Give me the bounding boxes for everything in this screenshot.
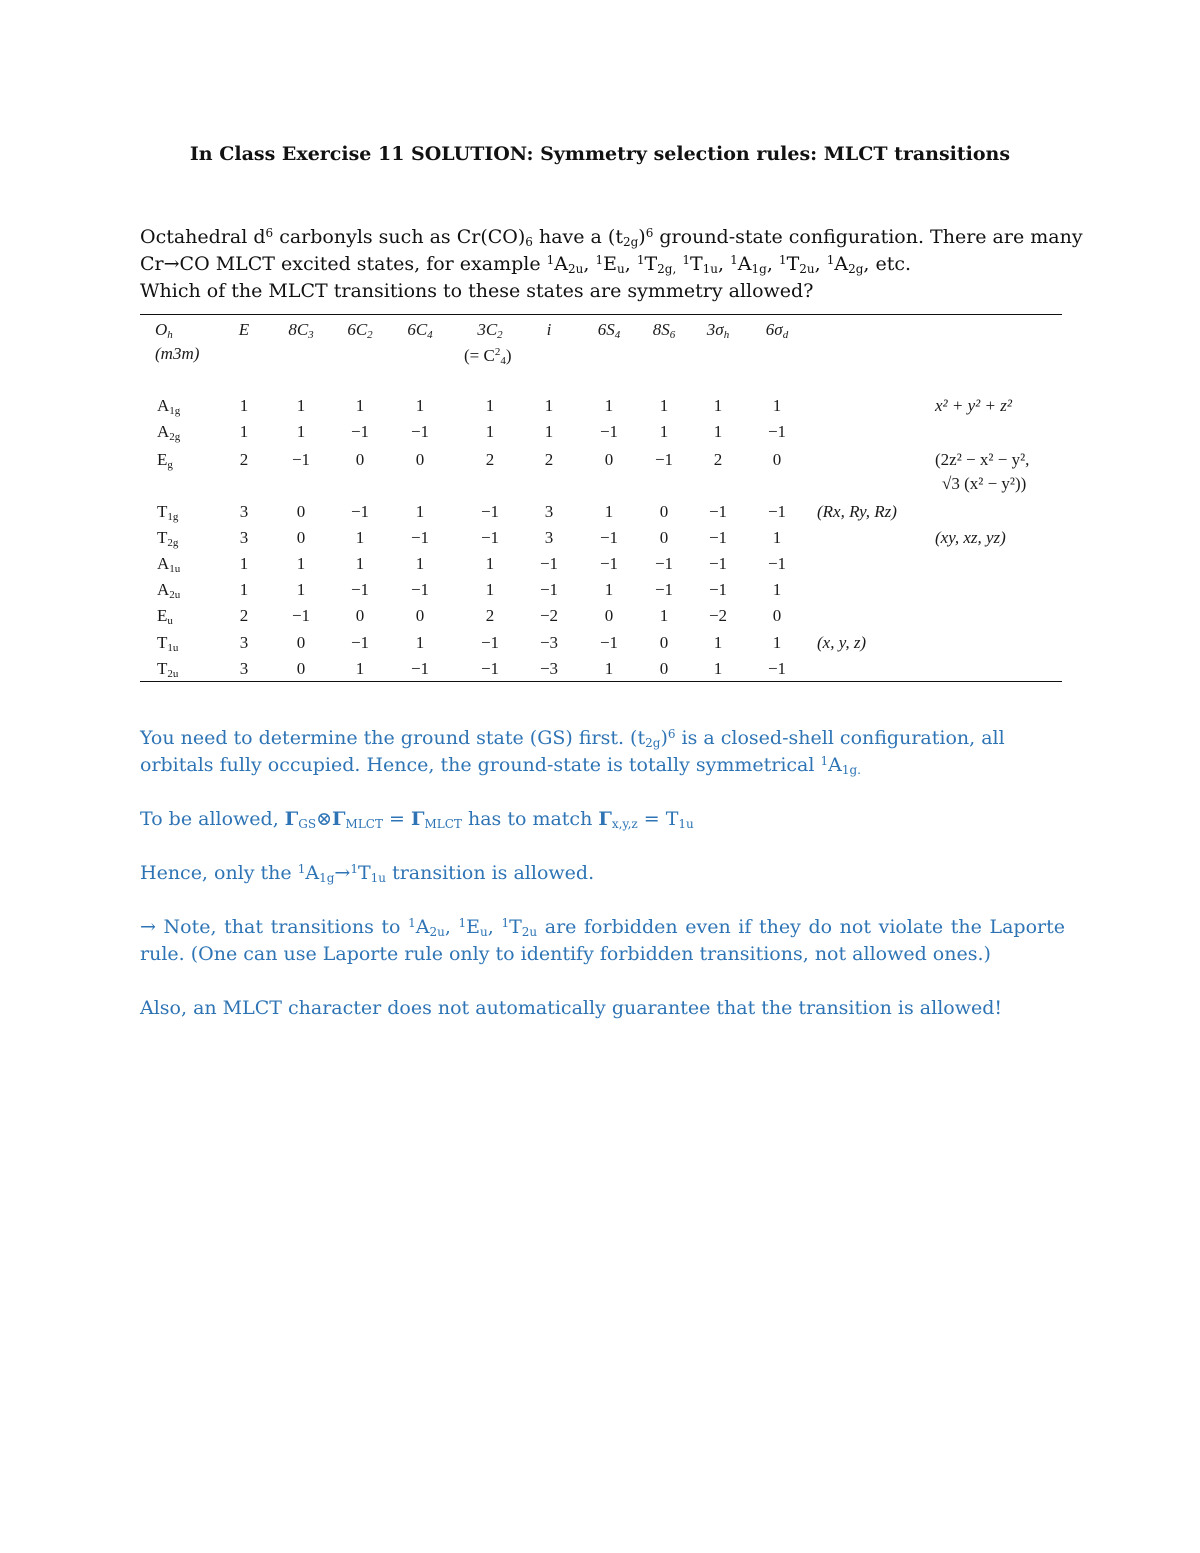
character-cell: 1 — [604, 580, 614, 599]
character-cell: 1 — [544, 422, 554, 441]
character-cell: 0 — [355, 450, 365, 469]
character-cell: 1 — [355, 396, 365, 415]
character-cell: 1 — [604, 502, 614, 521]
class-header: $8S_6$ — [652, 320, 676, 341]
excited-state-1: $^1E_u$, — [595, 253, 637, 276]
character-cell: −1 — [767, 554, 787, 573]
character-cell: 2 — [239, 450, 249, 469]
character-cell: 1 — [772, 580, 782, 599]
excited-state-6: $^1A_{2g}$, etc. — [826, 253, 912, 276]
func-t1g: (Rx, Ry, Rz) — [817, 502, 897, 521]
character-cell: 3 — [544, 502, 554, 521]
character-cell: −1 — [599, 422, 619, 441]
solution-allowed-transition: Hence, only the $^1A_{1g}\to^1T_{1u}$ transition is allowed. — [140, 862, 595, 885]
character-cell: −1 — [654, 450, 674, 469]
character-cell: −1 — [410, 528, 430, 547]
character-cell: 0 — [772, 450, 782, 469]
character-cell: −1 — [708, 580, 728, 599]
character-cell: −1 — [291, 606, 311, 625]
func-a1g: x² + y² + z² — [935, 396, 1012, 415]
excited-state-list — [547, 253, 911, 275]
character-cell: −1 — [410, 580, 430, 599]
character-cell: 1 — [485, 580, 495, 599]
character-cell: −1 — [539, 554, 559, 573]
intro-line-1: Octahedral $d^6$ carbonyls such as $Cr(CO)_6$ have a $(t_{2g})^6$ ground-state configuration. There are many — [140, 226, 1083, 249]
character-cell: −1 — [480, 659, 500, 678]
excited-state-0: $^1A_{2u}$, — [546, 253, 596, 276]
class-header: E — [238, 320, 250, 339]
character-cell: −1 — [410, 659, 430, 678]
character-cell: −1 — [350, 502, 370, 521]
character-cell: −1 — [654, 554, 674, 573]
character-cell: 2 — [239, 606, 249, 625]
character-cell: 0 — [604, 606, 614, 625]
character-cell: 1 — [604, 396, 614, 415]
class-header: $6C_2$ — [347, 320, 373, 341]
character-cell: 0 — [296, 633, 306, 652]
character-cell: −3 — [539, 659, 559, 678]
character-cell: −1 — [599, 554, 619, 573]
character-cell: 1 — [659, 396, 669, 415]
character-cell: −3 — [539, 633, 559, 652]
intro-question: Which of the MLCT transitions to these states are symmetry allowed? — [140, 280, 814, 302]
character-cell: 0 — [659, 633, 669, 652]
class-header: $6S_4$ — [597, 320, 621, 341]
class-header: $6C_4$ — [407, 320, 433, 341]
character-cell: 1 — [604, 659, 614, 678]
character-cell: 0 — [415, 450, 425, 469]
page-title: In Class Exercise 11 SOLUTION: Symmetry selection rules: MLCT transitions — [189, 143, 1011, 165]
func-t2g: (xy, xz, yz) — [935, 528, 1006, 547]
character-cell: −2 — [539, 606, 559, 625]
c2-note: (= $C^2_4$) — [464, 346, 512, 367]
character-cell: 0 — [604, 450, 614, 469]
character-cell: 1 — [772, 396, 782, 415]
irrep-label: $A_{1u}$ — [157, 554, 181, 575]
character-cell: 1 — [713, 633, 723, 652]
class-header: $3\sigma_h$ — [706, 320, 730, 341]
oh-character-table — [140, 314, 1062, 682]
irrep-label: $E_u$ — [157, 606, 173, 627]
character-cell: 0 — [296, 502, 306, 521]
character-cell: 1 — [485, 396, 495, 415]
excited-state-4: $^1A_{1g}$, — [730, 253, 779, 276]
character-cell: 1 — [772, 528, 782, 547]
character-cell: 1 — [296, 554, 306, 573]
character-cell: 2 — [485, 450, 495, 469]
func-eg-2: √3 (x² − y²)) — [942, 474, 1027, 493]
solution-ground-state: You need to determine the ground state (GS) first. $(t_{2g})^6$ is a closed-shell configuration, all orbitals fully occupied. Hence, the ground-state is totally symmetrical $^1A_{1g.}$ — [140, 727, 1005, 777]
character-cell: 1 — [239, 580, 249, 599]
character-cell: 0 — [296, 528, 306, 547]
func-t1u: (x, y, z) — [817, 633, 867, 652]
character-cell: −1 — [599, 633, 619, 652]
character-cell: −1 — [767, 502, 787, 521]
irrep-label: $E_g$ — [157, 450, 173, 471]
character-cell: 3 — [239, 528, 249, 547]
character-cell: 1 — [713, 396, 723, 415]
character-cell: 1 — [659, 422, 669, 441]
character-cell: 1 — [415, 554, 425, 573]
character-cell: −1 — [767, 422, 787, 441]
irrep-label: $T_{2u}$ — [157, 659, 179, 680]
irrep-label: $A_{2u}$ — [157, 580, 181, 601]
character-cell: −1 — [539, 580, 559, 599]
character-cell: −1 — [708, 554, 728, 573]
character-cell: 2 — [485, 606, 495, 625]
character-cell: 0 — [659, 502, 669, 521]
irrep-label: $A_{2g}$ — [157, 422, 181, 443]
character-cell: 1 — [772, 633, 782, 652]
class-header: $8C_3$ — [288, 320, 314, 341]
character-cell: 0 — [355, 606, 365, 625]
character-cell: −1 — [410, 422, 430, 441]
character-cell: 1 — [485, 422, 495, 441]
character-cell: −1 — [708, 502, 728, 521]
character-cell: 1 — [544, 396, 554, 415]
character-cell: 3 — [544, 528, 554, 547]
point-group-alt: (m3m) — [155, 344, 200, 363]
character-cell: −1 — [480, 528, 500, 547]
character-cell: 0 — [296, 659, 306, 678]
character-cell: −1 — [480, 633, 500, 652]
irrep-label: $A_{1g}$ — [157, 396, 181, 417]
solution-mlct-remark: Also, an MLCT character does not automatically guarantee that the transition is allowed! — [140, 997, 1003, 1019]
solution-selection-rule: To be allowed, $\Gamma_{GS}\otimes\Gamma_{MLCT} = \Gamma_{MLCT}$ has to match $\Gamma_{x,y,z} = T_{1u}$ — [140, 808, 694, 831]
character-cell: 1 — [485, 554, 495, 573]
character-cell: 1 — [296, 422, 306, 441]
character-cell: 1 — [239, 554, 249, 573]
character-cell: 1 — [355, 554, 365, 573]
problem-statement — [140, 224, 1083, 305]
character-cell: 1 — [415, 396, 425, 415]
character-cell: 0 — [772, 606, 782, 625]
class-header: $3C_2$ — [477, 320, 503, 341]
character-cell: 1 — [239, 396, 249, 415]
character-cell: −1 — [767, 659, 787, 678]
character-cell: −1 — [708, 528, 728, 547]
excited-state-2: $^1T_{2g,}$ — [636, 253, 677, 276]
class-header: $6\sigma_d$ — [765, 320, 789, 341]
character-cell: −1 — [599, 528, 619, 547]
irrep-label: $T_{2g}$ — [157, 528, 179, 549]
character-cell: 1 — [296, 396, 306, 415]
func-eg-1: (2z² − x² − y², — [935, 450, 1030, 469]
character-cell: 0 — [659, 528, 669, 547]
character-cell: 1 — [239, 422, 249, 441]
character-cell: 1 — [415, 502, 425, 521]
character-cell: −1 — [350, 633, 370, 652]
character-cell: 1 — [713, 422, 723, 441]
character-cell: 2 — [544, 450, 554, 469]
irrep-label: $T_{1g}$ — [157, 502, 179, 523]
character-cell: 3 — [239, 502, 249, 521]
character-cell: 1 — [355, 659, 365, 678]
intro-line-2: Cr→CO MLCT excited states, for example $^1A_{2u}$, $^1E_u$, $^1T_{2g,}$ $^1T_{1u}$, $^1A_{1g}$, $^1T_{2u}$, $^1A_{2g}$, etc. — [140, 253, 912, 276]
solution-laporte-note: → Note, that transitions to $^1A_{2u}$, $^1E_u$, $^1T_{2u}$ are forbidden even if they do not violate the Laporte rule. (One can use Laporte rule only to identify forbidden transitions, not allowed ones.) — [140, 916, 1065, 965]
character-cell: 3 — [239, 659, 249, 678]
character-cell: −1 — [350, 422, 370, 441]
character-cell: −1 — [654, 580, 674, 599]
character-cell: 0 — [415, 606, 425, 625]
character-cell: 1 — [659, 606, 669, 625]
excited-state-3: $^1T_{1u}$, — [682, 253, 731, 276]
irrep-label: $T_{1u}$ — [157, 633, 179, 654]
table-bottom-rule — [140, 681, 1062, 682]
character-cell: −1 — [291, 450, 311, 469]
character-cell: −2 — [708, 606, 728, 625]
character-cell: 0 — [659, 659, 669, 678]
character-cell: −1 — [480, 502, 500, 521]
table-top-rule — [140, 314, 1062, 315]
character-cell: 2 — [713, 450, 723, 469]
character-cell: −1 — [350, 580, 370, 599]
excited-state-5: $^1T_{2u}$, — [778, 253, 827, 276]
character-cell: 1 — [713, 659, 723, 678]
class-header: i — [546, 320, 552, 339]
character-cell: 1 — [415, 633, 425, 652]
point-group-label: $O_h$ — [155, 320, 173, 341]
character-cell: 1 — [355, 528, 365, 547]
character-cell: 3 — [239, 633, 249, 652]
character-cell: 1 — [296, 580, 306, 599]
